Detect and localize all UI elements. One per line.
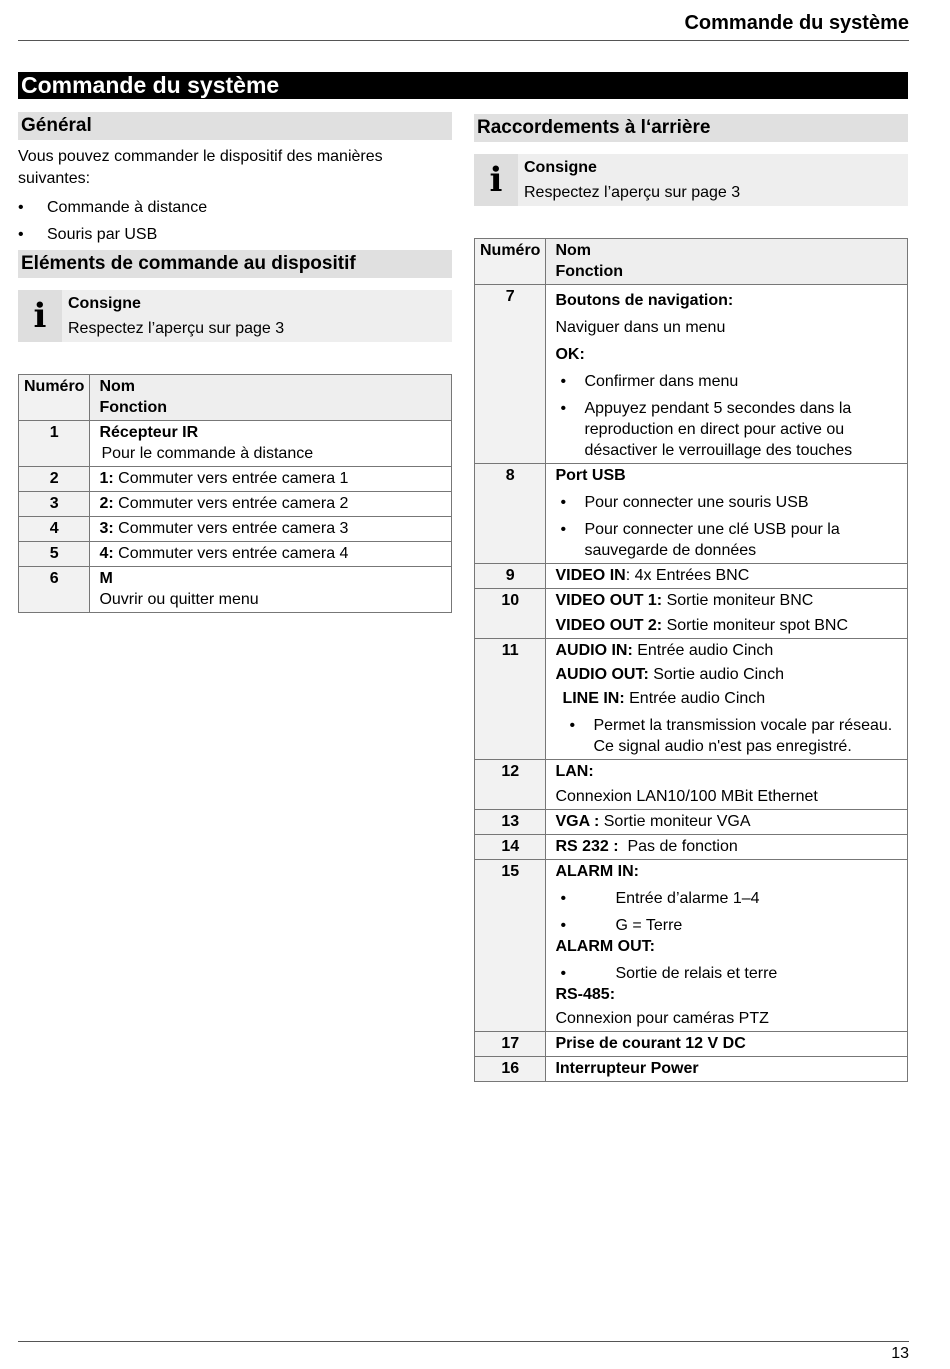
section-title-device-controls: Eléments de commande au dispositif	[18, 250, 452, 278]
notice-title: Consigne	[68, 295, 141, 312]
table-header-row	[475, 239, 908, 285]
footer-rule	[18, 1341, 909, 1342]
running-header: Commande du système	[684, 12, 909, 34]
list-item: • Souris par USB	[18, 221, 452, 248]
table-row: 9 VIDEO IN: 4x Entrées BNC	[475, 564, 908, 589]
section-title-rear: Raccordements à l‘arrière	[474, 114, 908, 142]
notice-text: Respectez l’aperçu sur page 3	[68, 320, 285, 337]
general-intro: Vous pouvez commander le dispositif des manières suivantes:	[18, 148, 383, 187]
table-row: 12 LAN: Connexion LAN10/100 MBit Ethernet	[475, 760, 908, 810]
table-row: 17 Prise de courant 12 V DC	[475, 1032, 908, 1057]
table-row: 10 VIDEO OUT 1: Sortie moniteur BNC VIDEO OUT 2: Sortie moniteur spot BNC	[475, 589, 908, 639]
left-column	[18, 112, 452, 613]
table-row: 16 Interrupteur Power	[475, 1057, 908, 1082]
general-list	[18, 194, 452, 248]
list-item: • Entrée d’alarme 1–4	[555, 888, 902, 909]
right-column	[474, 114, 908, 1082]
header-number: Numéro	[19, 375, 90, 421]
table-row: 6 M Ouvrir ou quitter menu	[19, 567, 452, 613]
list-item: • Sortie de relais et terre	[555, 963, 902, 984]
table-row: 13 VGA : Sortie moniteur VGA	[475, 810, 908, 835]
notice-title: Consigne	[524, 159, 597, 176]
header-name-function: Nom Fonction	[546, 239, 908, 285]
table-row: 7 Boutons de navigation: Naviguer dans un menu OK: • Confirmer dans menu • Appuyez pendant 5 secondes dans la reproduction en direct pour active ou désactiver le verrouillage des touches	[475, 285, 908, 464]
table-row: 15 ALARM IN: • Entrée d’alarme 1–4 • G = Terre ALARM OUT: • Sortie de relais et terre RS-485: Connexion pour caméras PTZ	[475, 860, 908, 1032]
section-title-general: Général	[18, 112, 452, 140]
header-name-function: Nom Fonction	[90, 375, 452, 421]
header-number: Numéro	[475, 239, 546, 285]
table-row: 3 2: Commuter vers entrée camera 2	[19, 492, 452, 517]
notice-text: Respectez l’aperçu sur page 3	[524, 184, 741, 201]
chapter-title: Commande du système	[18, 72, 908, 99]
page-number: 13	[891, 1345, 909, 1362]
info-icon: i	[18, 290, 62, 342]
table-header-row	[19, 375, 452, 421]
list-item: • Pour connecter une souris USB	[555, 492, 902, 513]
notice-box	[474, 154, 908, 206]
list-item: • Commande à distance	[18, 194, 452, 221]
list-item: • Permet la transmission vocale par réseau. Ce signal audio n'est pas enregistré.	[564, 715, 902, 757]
notice-box	[18, 290, 452, 342]
device-controls-table	[18, 374, 452, 613]
table-row: 4 3: Commuter vers entrée camera 3	[19, 517, 452, 542]
list-item: • Confirmer dans menu	[555, 371, 902, 392]
header-rule	[18, 40, 909, 41]
table-row: 8 Port USB • Pour connecter une souris USB • Pour connecter une clé USB pour la sauvegarde de données	[475, 464, 908, 564]
list-item: • Appuyez pendant 5 secondes dans la reproduction en direct pour active ou désactiver le verrouillage des touches	[555, 398, 902, 461]
table-row: 1 Récepteur IR Pour le commande à distance	[19, 421, 452, 467]
table-row: 5 4: Commuter vers entrée camera 4	[19, 542, 452, 567]
table-row: 11 AUDIO IN: Entrée audio Cinch AUDIO OUT: Sortie audio Cinch LINE IN: Entrée audio Cinch • Permet la transmission vocale par réseau. Ce signal audio n'est pas enregistré.	[475, 639, 908, 760]
info-icon: i	[474, 154, 518, 206]
table-row: 2 1: Commuter vers entrée camera 1	[19, 467, 452, 492]
list-item: • G = Terre	[555, 915, 902, 936]
list-item: • Pour connecter une clé USB pour la sauvegarde de données	[555, 519, 902, 561]
table-row: 14 RS 232 : Pas de fonction	[475, 835, 908, 860]
rear-connections-table	[474, 238, 908, 1082]
